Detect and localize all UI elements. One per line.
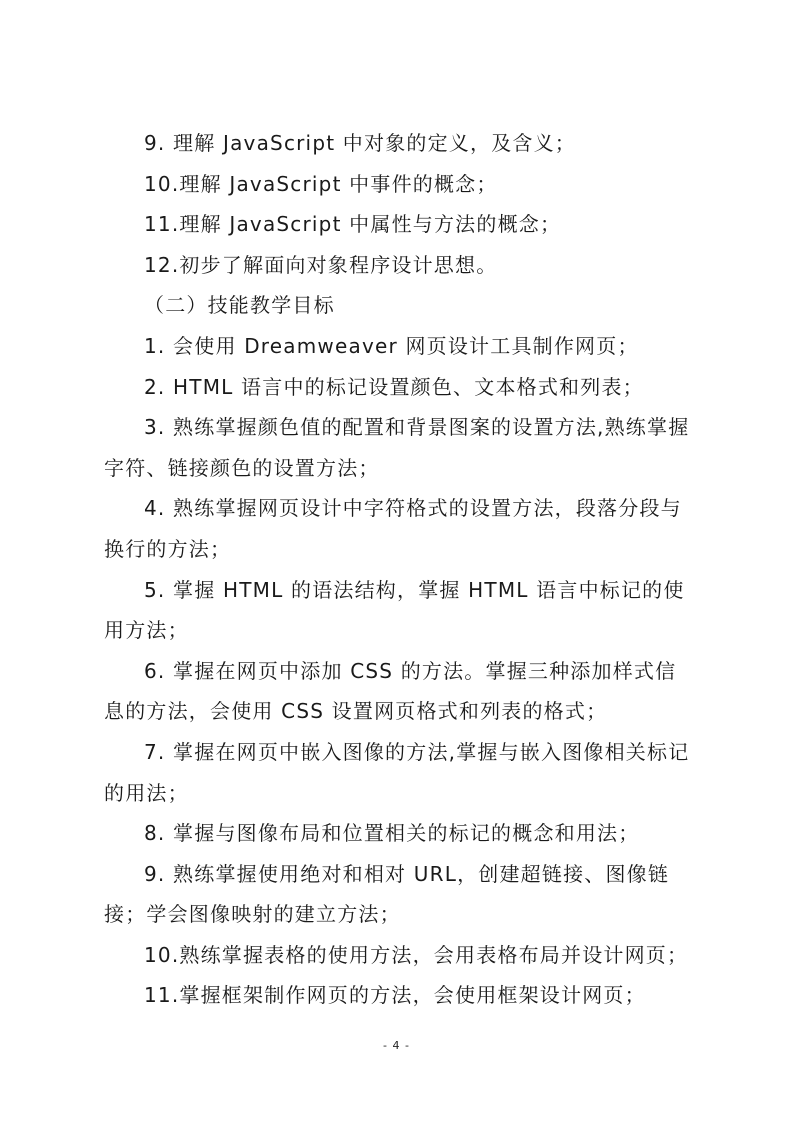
paragraph-skill-objective-7: 7. 掌握在网页中嵌入图像的方法,掌握与嵌入图像相关标记的用法；	[104, 739, 690, 805]
document-body	[104, 123, 694, 1016]
paragraph-knowledge-objective-12: 12.初步了解面向对象程序设计思想。	[144, 252, 498, 277]
paragraph-knowledge-objective-11: 11.理解 JavaScript 中属性与方法的概念；	[144, 212, 562, 237]
section-heading-skill-objectives: （二）技能教学目标	[144, 293, 335, 318]
paragraph-skill-objective-4: 4. 熟练掌握网页设计中字符格式的设置方法，段落分段与换行的方法；	[104, 496, 682, 561]
paragraph-skill-objective-10: 10.熟练掌握表格的使用方法，会用表格布局并设计网页；	[144, 942, 689, 967]
paragraph-skill-objective-6: 6. 掌握在网页中添加 CSS 的方法。掌握三种添加样式信息的方法，会使用 CSS 设置网页格式和列表的格式；	[104, 658, 677, 724]
paragraph-skill-objective-2: 2. HTML 语言中的标记设置颜色、文本格式和列表；	[144, 374, 644, 399]
paragraph-knowledge-objective-10: 10.理解 JavaScript 中事件的概念；	[144, 171, 498, 196]
paragraph-skill-objective-3: 3. 熟练掌握颜色值的配置和背景图案的设置方法,熟练掌握字符、链接颜色的设置方法；	[104, 415, 690, 480]
page-number: - 4 -	[383, 1039, 410, 1052]
paragraph-skill-objective-8: 8. 掌握与图像布局和位置相关的标记的概念和用法；	[144, 821, 640, 846]
paragraph-skill-objective-1: 1. 会使用 Dreamweaver 网页设计工具制作网页；	[144, 333, 639, 358]
paragraph-skill-objective-9: 9. 熟练掌握使用绝对和相对 URL，创建超链接、图像链接；学会图像映射的建立方法；	[104, 861, 670, 927]
paragraph-skill-objective-5: 5. 掌握 HTML 的语法结构，掌握 HTML 语言中标记的使用方法；	[104, 577, 685, 643]
paragraph-skill-objective-11: 11.掌握框架制作网页的方法，会使用框架设计网页；	[144, 983, 646, 1008]
paragraph-knowledge-objective-9: 9. 理解 JavaScript 中对象的定义，及含义；	[144, 131, 577, 155]
